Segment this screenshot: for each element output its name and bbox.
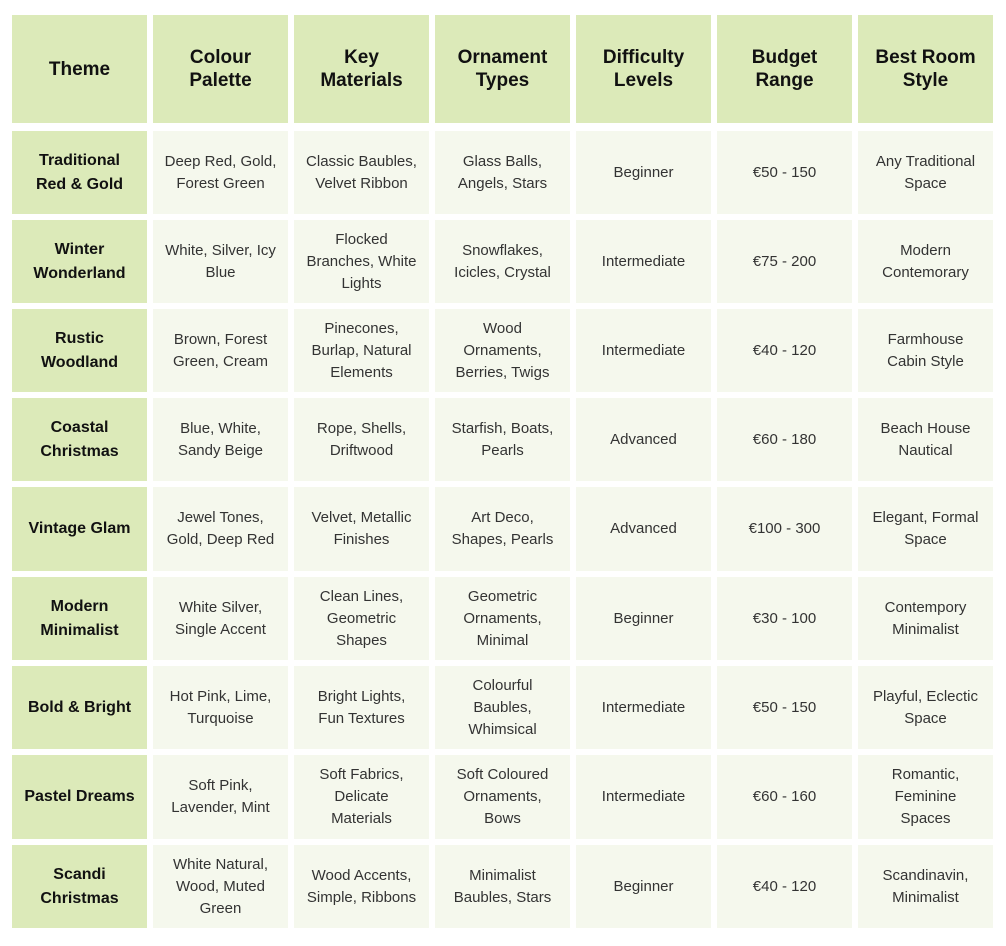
materials-cell: Flocked Branches, White Lights [294,220,429,303]
theme-cell: Rustic Woodland [12,309,147,392]
materials-cell: Bright Lights, Fun Textures [294,666,429,749]
ornaments-cell: Soft Coloured Ornaments, Bows [435,755,570,839]
difficulty-cell: Intermediate [576,309,711,392]
budget-cell: €60 - 180 [717,398,852,481]
header-key-materials: Key Materials [294,15,429,123]
budget-cell: €40 - 120 [717,309,852,392]
themes-table [12,15,992,934]
palette-cell: Jewel Tones, Gold, Deep Red [153,487,288,571]
room-cell: Beach House Nautical [858,398,993,481]
ornaments-cell: Minimalist Baubles, Stars [435,845,570,928]
theme-cell: Bold & Bright [12,666,147,749]
ornaments-cell: Colourful Baubles, Whimsical [435,666,570,749]
theme-cell: Winter Wonderland [12,220,147,303]
theme-cell: Coastal Christmas [12,398,147,481]
header-theme: Theme [12,15,147,123]
materials-cell: Soft Fabrics, Delicate Materials [294,755,429,839]
materials-cell: Rope, Shells, Driftwood [294,398,429,481]
ornaments-cell: Geometric Ornaments, Minimal [435,577,570,660]
theme-cell: Scandi Christmas [12,845,147,928]
header-colour-palette: Colour Palette [153,15,288,123]
materials-cell: Classic Baubles, Velvet Ribbon [294,131,429,214]
ornaments-cell: Starfish, Boats, Pearls [435,398,570,481]
theme-cell: Pastel Dreams [12,755,147,839]
palette-cell: Brown, Forest Green, Cream [153,309,288,392]
room-cell: Any Traditional Space [858,131,993,214]
room-cell: Modern Contemorary [858,220,993,303]
materials-cell: Wood Accents, Simple, Ribbons [294,845,429,928]
palette-cell: Blue, White, Sandy Beige [153,398,288,481]
palette-cell: Hot Pink, Lime, Turquoise [153,666,288,749]
ornaments-cell: Snowflakes, Icicles, Crystal [435,220,570,303]
room-cell: Elegant, Formal Space [858,487,993,571]
header-best-room-style: Best Room Style [858,15,993,123]
ornaments-cell: Glass Balls, Angels, Stars [435,131,570,214]
budget-cell: €100 - 300 [717,487,852,571]
header-budget-range: Budget Range [717,15,852,123]
budget-cell: €50 - 150 [717,131,852,214]
materials-cell: Velvet, Metallic Finishes [294,487,429,571]
theme-cell: Modern Minimalist [12,577,147,660]
materials-cell: Clean Lines, Geometric Shapes [294,577,429,660]
room-cell: Contempory Minimalist [858,577,993,660]
room-cell: Scandinavin, Minimalist [858,845,993,928]
header-ornament-types: Ornament Types [435,15,570,123]
palette-cell: White, Silver, Icy Blue [153,220,288,303]
palette-cell: Deep Red, Gold, Forest Green [153,131,288,214]
budget-cell: €50 - 150 [717,666,852,749]
room-cell: Romantic, Feminine Spaces [858,755,993,839]
difficulty-cell: Beginner [576,131,711,214]
difficulty-cell: Intermediate [576,755,711,839]
difficulty-cell: Intermediate [576,666,711,749]
theme-cell: Traditional Red & Gold [12,131,147,214]
budget-cell: €40 - 120 [717,845,852,928]
materials-cell: Pinecones, Burlap, Natural Elements [294,309,429,392]
palette-cell: White Natural, Wood, Muted Green [153,845,288,928]
budget-cell: €60 - 160 [717,755,852,839]
palette-cell: White Silver, Single Accent [153,577,288,660]
difficulty-cell: Intermediate [576,220,711,303]
difficulty-cell: Advanced [576,398,711,481]
difficulty-cell: Beginner [576,577,711,660]
budget-cell: €30 - 100 [717,577,852,660]
theme-cell: Vintage Glam [12,487,147,571]
room-cell: Farmhouse Cabin Style [858,309,993,392]
header-difficulty-levels: Difficulty Levels [576,15,711,123]
difficulty-cell: Beginner [576,845,711,928]
difficulty-cell: Advanced [576,487,711,571]
room-cell: Playful, Eclectic Space [858,666,993,749]
budget-cell: €75 - 200 [717,220,852,303]
ornaments-cell: Art Deco, Shapes, Pearls [435,487,570,571]
palette-cell: Soft Pink, Lavender, Mint [153,755,288,839]
ornaments-cell: Wood Ornaments, Berries, Twigs [435,309,570,392]
